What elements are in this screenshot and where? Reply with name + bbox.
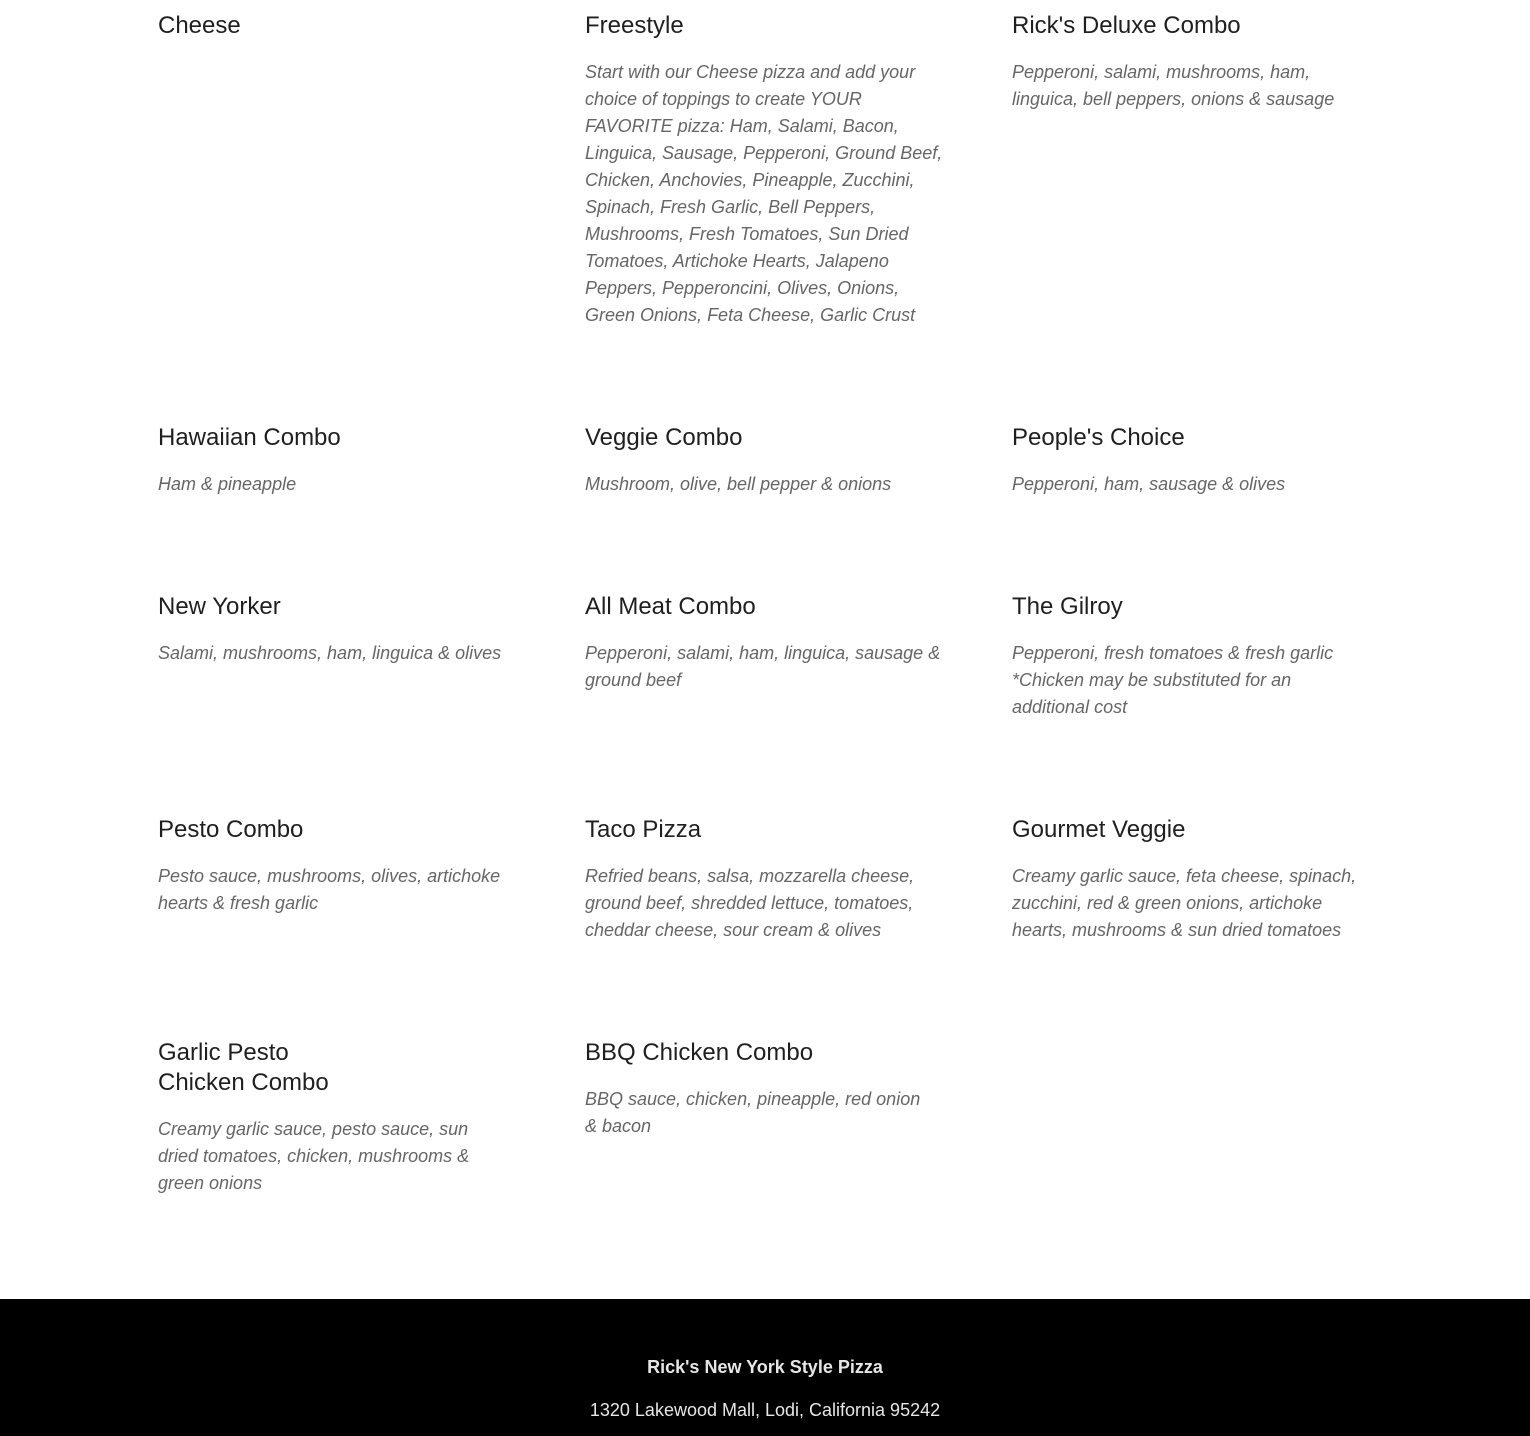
menu-item-title: Garlic Pesto Chicken Combo (158, 1039, 329, 1096)
menu-item-peoples-choice (1012, 423, 1372, 498)
menu-item-title: New Yorker (158, 593, 281, 620)
menu-item-ricks-deluxe-combo (1012, 11, 1372, 113)
menu-item-title: Gourmet Veggie (1012, 816, 1186, 843)
menu-item-description: Pepperoni, salami, ham, linguica, sausage & ground beef (585, 643, 941, 690)
menu-item-description: Pepperoni, salami, mushrooms, ham, linguica, bell peppers, onions & sausage (1012, 62, 1335, 109)
menu-item-description: Start with our Cheese pizza and add your choice of toppings to create YOUR FAVORITE pizza: Ham, Salami, Bacon, Linguica, Sausage, Pepperoni, Ground Beef, Chicken, Anchovies, Pineapple, Zucchini, Spinach, Fresh Garlic, Bell Peppers, Mushrooms, Fresh Tomatoes, Sun Dried Tomatoes, Artichoke Hearts, Jalapeno Peppers, Pepperoncini, Olives, Onions, Green Onions, Feta Cheese, Garlic Crust (585, 62, 943, 325)
menu-item-freestyle (585, 11, 945, 329)
menu-item-cheese (158, 11, 518, 41)
menu-item-title: Pesto Combo (158, 816, 304, 843)
menu-item-the-gilroy (1012, 592, 1372, 721)
menu-item-hawaiian-combo (158, 423, 518, 498)
footer-address: 1320 Lakewood Mall, Lodi, California 95242 (589, 1400, 941, 1420)
menu-item-title: BBQ Chicken Combo (585, 1039, 814, 1066)
menu-item-description: Creamy garlic sauce, feta cheese, spinach, zucchini, red & green onions, artichoke hearts, mushrooms & sun dried tomatoes (1012, 866, 1357, 940)
menu-item-description: Ham & pineapple (158, 474, 297, 494)
menu-item-gourmet-veggie (1012, 815, 1372, 944)
menu-item-description: Salami, mushrooms, ham, linguica & olives (158, 643, 502, 663)
menu-item-title: The Gilroy (1012, 593, 1123, 620)
menu-item-title: Hawaiian Combo (158, 424, 341, 451)
menu-item-description: Pepperoni, ham, sausage & olives (1012, 474, 1286, 494)
menu-item-description: Creamy garlic sauce, pesto sauce, sun dried tomatoes, chicken, mushrooms & green onions (158, 1119, 470, 1193)
menu-item-new-yorker (158, 592, 518, 667)
menu-item-description: Mushroom, olive, bell pepper & onions (585, 474, 892, 494)
site-footer (0, 1299, 1530, 1436)
menu-item-description: Pesto sauce, mushrooms, olives, artichoke hearts & fresh garlic (158, 866, 501, 913)
menu-item-pesto-combo (158, 815, 518, 917)
menu-item-taco-pizza (585, 815, 945, 944)
menu-item-garlic-pesto-chicken-combo (158, 1038, 518, 1197)
menu-item-description: Refried beans, salsa, mozzarella cheese, ground beef, shredded lettuce, tomatoes, cheddar cheese, sour cream & olives (585, 866, 915, 940)
menu-item-title: Veggie Combo (585, 424, 743, 451)
menu-item-title: Rick's Deluxe Combo (1012, 12, 1241, 39)
menu-item-title: People's Choice (1012, 424, 1185, 451)
menu-item-title: Taco Pizza (585, 816, 702, 843)
menu-item-description: Pepperoni, fresh tomatoes & fresh garlic *Chicken may be substituted for an additional cost (1012, 643, 1334, 717)
menu-item-description: BBQ sauce, chicken, pineapple, red onion & bacon (585, 1089, 921, 1136)
menu-item-title: Cheese (158, 12, 241, 39)
footer-business-name: Rick's New York Style Pizza (647, 1357, 883, 1377)
menu-item-bbq-chicken-combo (585, 1038, 945, 1140)
menu-item-all-meat-combo (585, 592, 945, 694)
menu-item-veggie-combo (585, 423, 945, 498)
menu-item-title: All Meat Combo (585, 593, 756, 620)
menu-item-title: Freestyle (585, 12, 684, 39)
